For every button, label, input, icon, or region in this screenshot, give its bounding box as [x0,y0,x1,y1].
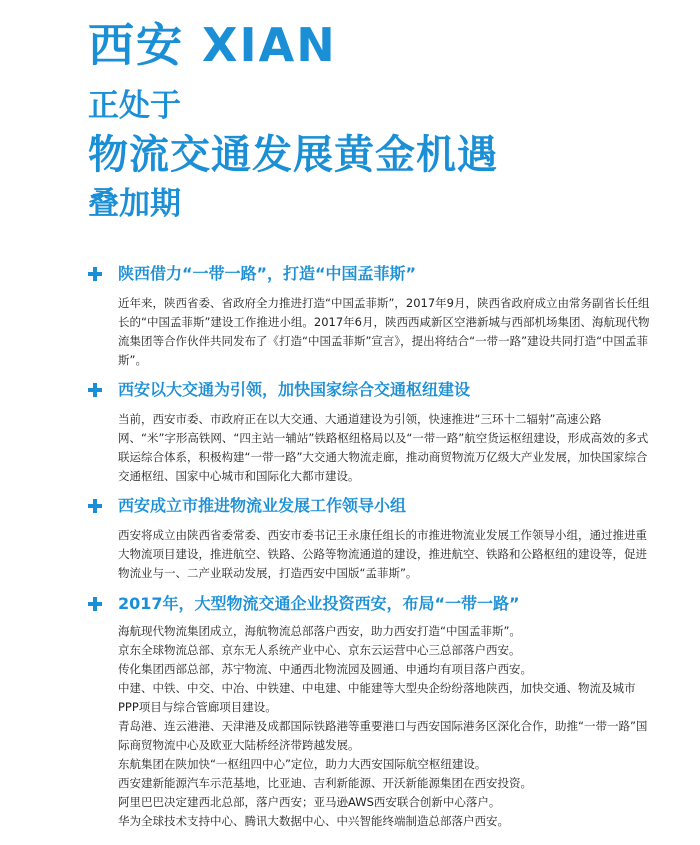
list-item: 京东全球物流总部、京东无人系统产业中心、京东云运营中心三总部落户西安。 [118,643,521,657]
plus-icon [88,383,102,397]
section-heading: 西安以大交通为引领，加快国家综合交通枢纽建设 [118,380,471,399]
section-1 [88,262,668,370]
plus-icon [88,267,102,281]
title-block [88,18,498,226]
list-item: 阿里巴巴决定建西北总部，落户西安；亚马逊AWS西安联合创新中心落户。 [118,795,501,809]
section-body: 西安将成立由陕西省委常委、西安市委书记王永康任组长的市推进物流业发展工作领导小组，通过推进重大物流项目建设，推进航空、铁路、公路等物流通道的建设，推进航空、铁路和公路枢纽的建设等，促进物流业与一、二产业联动发展，打造西安中国版“孟菲斯”。 [118,528,647,580]
section-2 [88,378,668,486]
list-item: 海航现代物流集团成立，海航物流总部落户西安，助力西安打造“中国孟菲斯”。 [118,624,521,638]
list-item: 华为全球技术支持中心、腾讯大数据中心、中兴智能终端制造总部落户西安。 [118,814,509,828]
investment-list [88,622,668,831]
plus-icon [88,499,102,513]
list-item: 青岛港、连云港港、天津港及成都国际铁路港等重要港口与西安国际港务区深化合作，助推“一带一路”国际商贸物流中心及欧亚大陆桥经济带跨越发展。 [118,719,648,752]
section-3 [88,494,668,583]
section-4 [88,592,668,831]
subtitle-line-1: 正处于 [88,88,181,124]
section-body: 近年来，陕西省委、省政府全力推进打造“中国孟菲斯”，2017年9月，陕西省政府成立由常务副省长任组长的“中国孟菲斯”建设工作推进小组。2017年6月，陕西西咸新区空港新城与西部机场集团、海航现代物流集团等合作伙伴共同发布了《打造“中国孟菲斯”宣言》，提出将结合“一带一路”建设共同打造“中国孟菲斯”。 [118,296,650,367]
subtitle-line-2: 物流交通发展黄金机遇 [88,132,498,178]
plus-icon [88,597,102,611]
subtitle-line-3: 叠加期 [88,186,181,222]
list-item: 中建、中铁、中交、中冶、中铁建、中电建、中能建等大型央企纷纷落地陕西，加快交通、物流及城市PPP项目与综合管廊项目建设。 [118,681,636,714]
list-item: 东航集团在陕加快“一枢纽四中心”定位，助力大西安国际航空枢纽建设。 [118,757,487,771]
section-heading: 西安成立市推进物流业发展工作领导小组 [118,496,407,515]
list-item: 西安建新能源汽车示范基地，比亚迪、吉利新能源、开沃新能源集团在西安投资。 [118,776,532,790]
section-body: 当前，西安市委、市政府正在以大交通、大通道建设为引领，快速推进“三环十二辐射”高速公路网、“米”字形高铁网、“四主站一辅站”铁路枢纽格局以及“一带一路”航空货运枢纽建设，形成高效的多式联运综合体系，积极构建“一带一路”大交通大物流走廊，推动商贸物流万亿级大产业发展，加快国家综合交通枢纽、国家中心城市和国际化大都市建设。 [118,412,649,483]
section-heading: 2017年，大型物流交通企业投资西安，布局“一带一路” [118,594,520,613]
page-title: 西安 XIAN [88,18,337,72]
list-item: 传化集团西部总部，苏宁物流、中通西北物流园及圆通、申通均有项目落户西安。 [118,662,532,676]
section-heading: 陕西借力“一带一路”，打造“中国孟菲斯” [118,264,417,283]
